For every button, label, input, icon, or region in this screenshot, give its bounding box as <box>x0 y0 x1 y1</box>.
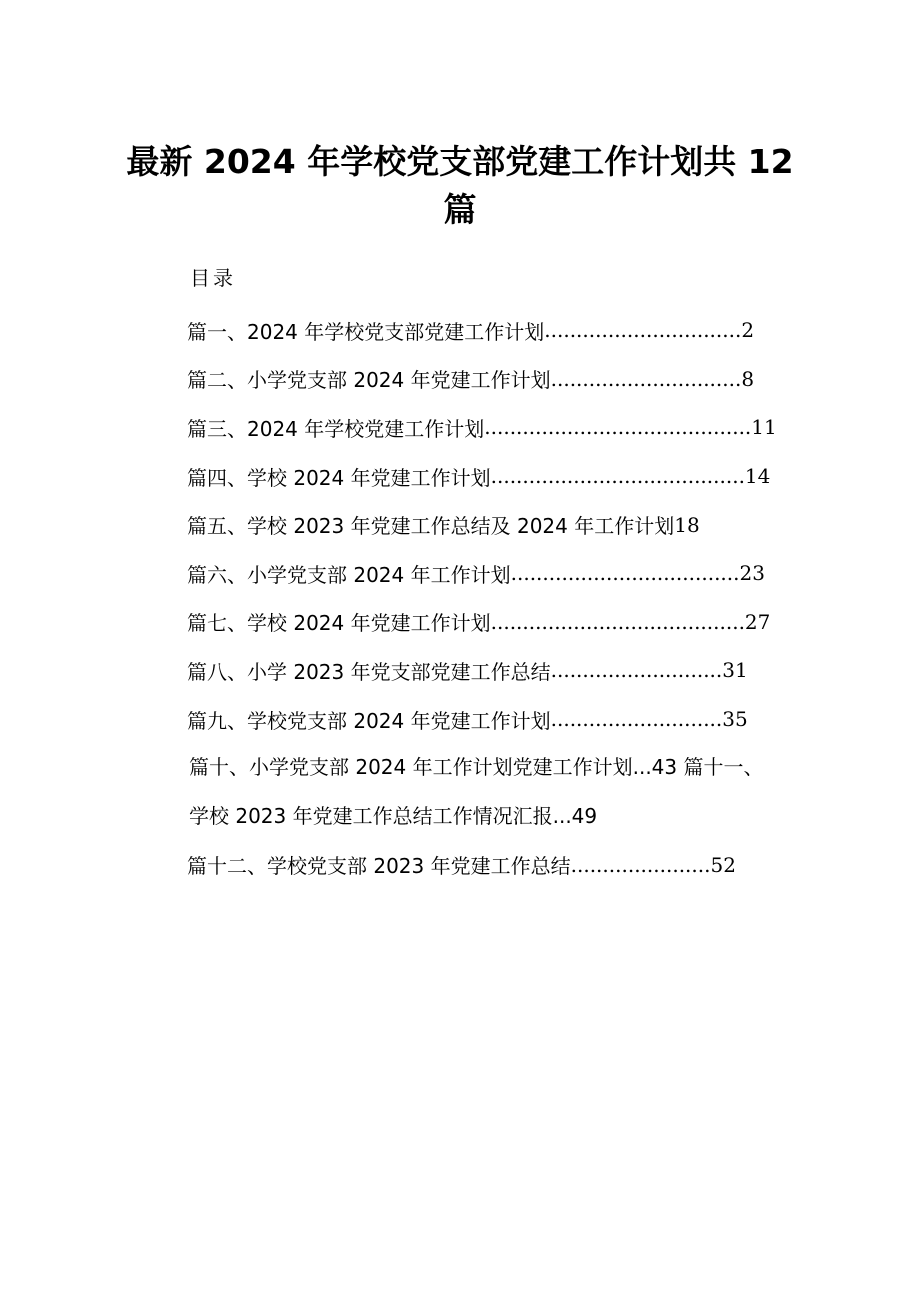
toc-heading: 目录 <box>190 266 236 290</box>
toc-wrapped-line-1: 篇十、小学党支部 2024 年工作计划党建工作计划...43 篇十一、 <box>189 755 764 780</box>
toc-leader: .............................. <box>550 366 742 391</box>
toc-leader: ........................... <box>550 707 723 732</box>
toc-item-9[interactable] <box>187 695 827 744</box>
toc-leader: ........................... <box>550 658 723 683</box>
toc-page-number: 18 <box>674 512 700 537</box>
toc-entry-text: 篇十二、学校党支部 2023 年党建工作总结 <box>187 854 571 879</box>
toc-item-7[interactable] <box>187 598 827 647</box>
toc-page-number: 11 <box>751 415 777 440</box>
toc-entry-text: 篇一、2024 年学校党支部党建工作计划 <box>187 319 545 344</box>
toc-item-6[interactable] <box>187 549 827 598</box>
table-of-contents <box>187 306 827 889</box>
toc-entry-text: 篇四、学校 2024 年党建工作计划 <box>187 465 491 490</box>
toc-leader: ...................... <box>570 852 711 877</box>
document-title <box>0 138 920 234</box>
toc-page-number: 31 <box>722 658 748 683</box>
toc-leader: .......................................... <box>484 415 752 440</box>
toc-item-5[interactable] <box>187 500 827 549</box>
toc-item-3[interactable] <box>187 403 827 452</box>
toc-item-10-11[interactable] <box>187 743 817 840</box>
toc-page-number: 14 <box>744 464 771 489</box>
toc-page-number: 2 <box>741 318 755 343</box>
toc-item-2[interactable] <box>187 355 827 404</box>
toc-item-1[interactable] <box>187 306 827 355</box>
toc-entry-text: 篇二、小学党支部 2024 年党建工作计划 <box>187 368 551 393</box>
toc-page-number: 23 <box>739 561 765 586</box>
title-line-1: 最新 2024 年学校党支部党建工作计划共 12 <box>126 142 794 181</box>
toc-leader: ........................................ <box>490 609 745 634</box>
toc-page-number: 27 <box>744 609 771 634</box>
toc-entry-text: 篇六、小学党支部 2024 年工作计划 <box>187 562 511 587</box>
toc-wrapped-line-2: 学校 2023 年党建工作总结工作情况汇报...49 <box>189 803 598 828</box>
toc-entry-text: 篇九、学校党支部 2024 年党建工作计划 <box>187 708 551 733</box>
toc-item-12[interactable] <box>187 841 827 890</box>
toc-entry-text: 篇七、学校 2024 年党建工作计划 <box>187 611 491 636</box>
toc-page-number: 8 <box>741 366 755 391</box>
toc-entry-text: 篇八、小学 2023 年党支部党建工作总结 <box>187 659 551 684</box>
toc-item-4[interactable] <box>187 452 827 501</box>
toc-leader: .................................... <box>510 561 740 586</box>
toc-page-number: 35 <box>722 707 748 732</box>
toc-item-8[interactable] <box>187 646 827 695</box>
toc-page-number: 52 <box>710 852 736 877</box>
toc-entry-text: 篇三、2024 年学校党建工作计划 <box>187 416 485 441</box>
toc-entry-text: 篇五、学校 2023 年党建工作总结及 2024 年工作计划 <box>187 514 675 539</box>
toc-leader: ........................................ <box>490 464 745 489</box>
title-line-2: 篇 <box>443 190 477 229</box>
toc-leader: ............................... <box>544 318 742 343</box>
